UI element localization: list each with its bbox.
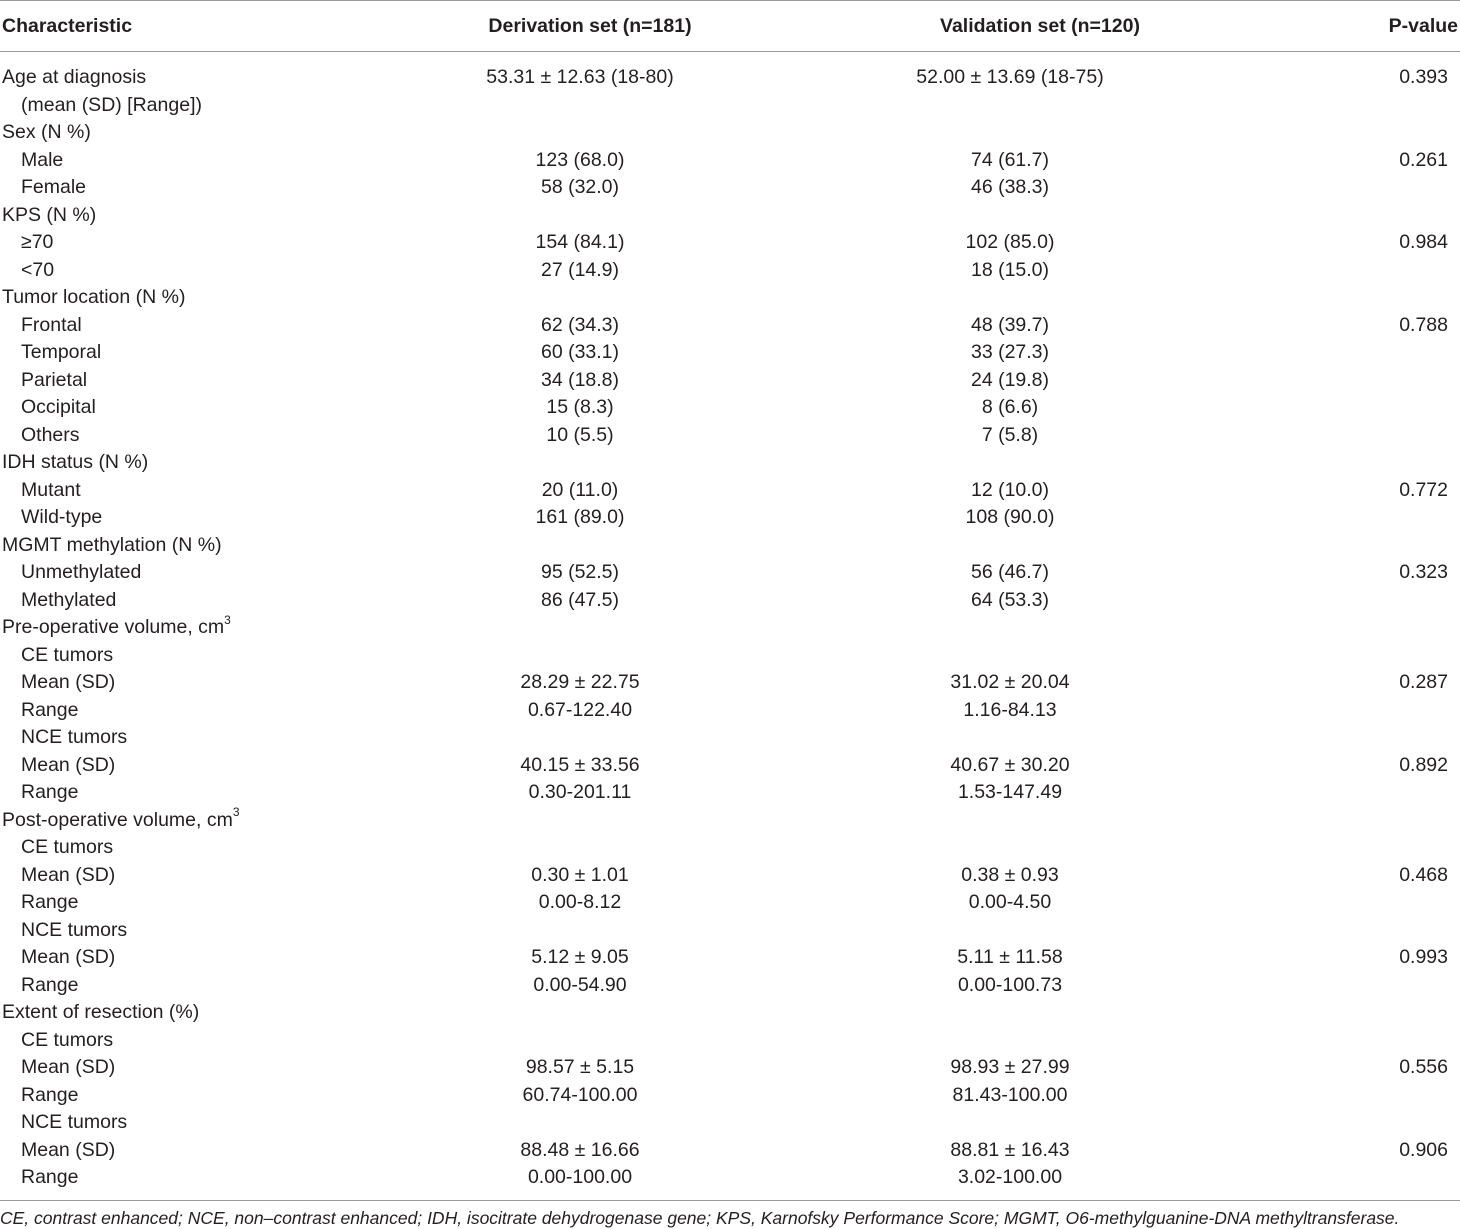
validation-value: [780, 724, 1300, 752]
derivation-value: 0.00-54.90: [533, 973, 627, 996]
validation-value: 52.00 ± 13.69 (18-75): [916, 66, 1104, 88]
derivation-value: [400, 807, 780, 835]
derivation-value: 0.30-201.11: [528, 781, 632, 803]
row-label-text: Others: [21, 423, 80, 446]
row-label-text: MGMT methylation (N %): [2, 533, 222, 556]
p-value: [1300, 972, 1460, 1000]
table-row: [0, 697, 1460, 725]
table-row: [0, 889, 1460, 917]
p-value: 0.261: [1399, 148, 1448, 171]
derivation-value: 86 (47.5): [540, 588, 620, 611]
row-label-text: IDH status (N %): [2, 451, 149, 473]
derivation-value: 161 (89.0): [535, 506, 625, 528]
derivation-value: [400, 119, 780, 147]
p-value: [1300, 999, 1460, 1027]
derivation-value: 40.15 ± 33.56: [520, 753, 640, 776]
p-value: [1300, 174, 1460, 202]
validation-value: 3.02-100.00: [957, 1166, 1063, 1188]
row-label-text: Mean (SD): [21, 671, 116, 693]
p-value: [1300, 807, 1460, 835]
table-row: [0, 917, 1460, 945]
p-value: [1300, 917, 1460, 945]
row-label: [0, 422, 400, 450]
table-row: [0, 532, 1460, 560]
row-label-text: Temporal: [21, 341, 102, 363]
row-label: [0, 724, 400, 752]
p-value: [1300, 394, 1460, 422]
validation-value: 108 (90.0): [965, 506, 1055, 528]
row-label-text: Mean (SD): [21, 1138, 116, 1161]
table-header: [0, 1, 1460, 52]
p-value: 0.468: [1399, 863, 1448, 886]
p-value: [1300, 422, 1460, 450]
row-label: [0, 1027, 400, 1055]
validation-value: [780, 119, 1300, 147]
table-row: [0, 779, 1460, 807]
table-row: [0, 669, 1460, 697]
derivation-value: [400, 92, 780, 120]
p-value: [1300, 449, 1460, 477]
validation-value: [780, 807, 1300, 835]
validation-value: 31.02 ± 20.04: [950, 671, 1070, 693]
row-label: [0, 999, 400, 1027]
row-label: [0, 339, 400, 367]
table-row: [0, 752, 1460, 780]
row-label: [0, 587, 400, 615]
derivation-value: 60.74-100.00: [522, 1083, 638, 1106]
row-label: [0, 889, 400, 917]
derivation-value: 0.00-8.12: [538, 891, 622, 913]
row-label-text: Frontal: [21, 313, 82, 336]
validation-value: [780, 614, 1300, 642]
p-value: [1300, 834, 1460, 862]
p-value: [1300, 1082, 1460, 1110]
table-row: [0, 284, 1460, 312]
p-value: 0.323: [1399, 561, 1448, 583]
validation-value: [780, 999, 1300, 1027]
row-label: [0, 917, 400, 945]
row-label: [0, 119, 400, 147]
p-value: 0.393: [1399, 66, 1448, 88]
table-row: [0, 504, 1460, 532]
table-row: [0, 1109, 1460, 1137]
validation-value: 7 (5.8): [981, 423, 1039, 446]
derivation-value: 154 (84.1): [535, 231, 625, 253]
row-label-text: Pre-operative volume, cm: [2, 616, 225, 638]
table-row: [0, 1082, 1460, 1110]
p-value: 0.788: [1399, 313, 1448, 336]
row-label: [0, 944, 400, 972]
derivation-value: [400, 999, 780, 1027]
derivation-value: 28.29 ± 22.75: [520, 671, 640, 693]
row-label: [0, 532, 400, 560]
p-value: [1300, 889, 1460, 917]
validation-value: 33 (27.3): [970, 341, 1050, 363]
table-row: [0, 147, 1460, 175]
row-label-text: CE tumors: [21, 1028, 114, 1051]
validation-value: 102 (85.0): [965, 231, 1055, 253]
row-label: [0, 862, 400, 890]
row-label-text: Sex (N %): [2, 121, 91, 143]
row-label-text: ≥70: [21, 231, 54, 253]
derivation-value: [400, 449, 780, 477]
header-p-value: P-value: [1300, 1, 1460, 52]
row-label-text: NCE tumors: [21, 726, 128, 748]
validation-value: [780, 642, 1300, 670]
p-value: 0.984: [1399, 231, 1448, 253]
row-label-text: Wild-type: [21, 506, 103, 528]
derivation-value: [400, 1109, 780, 1137]
row-label-text: CE tumors: [21, 643, 114, 666]
derivation-value: 60 (33.1): [540, 341, 620, 363]
derivation-value: [400, 724, 780, 752]
row-label-text: (mean (SD) [Range]): [21, 93, 202, 116]
row-label: [0, 669, 400, 697]
table-row: [0, 1027, 1460, 1055]
row-label: [0, 1164, 400, 1200]
p-value: [1300, 92, 1460, 120]
row-label-text: <70: [21, 258, 55, 281]
derivation-value: 34 (18.8): [540, 368, 620, 391]
table-row: [0, 367, 1460, 395]
row-label: [0, 174, 400, 202]
p-value: [1300, 587, 1460, 615]
row-label-text: Mean (SD): [21, 1056, 116, 1078]
row-label: [0, 284, 400, 312]
table-row: [0, 312, 1460, 340]
row-label-text: Mean (SD): [21, 863, 116, 886]
p-value: [1300, 1109, 1460, 1137]
derivation-value: 15 (8.3): [546, 396, 614, 418]
p-value: 0.556: [1399, 1056, 1448, 1078]
table-row: [0, 724, 1460, 752]
validation-value: [780, 284, 1300, 312]
p-value: [1300, 1027, 1460, 1055]
validation-value: 18 (15.0): [970, 258, 1050, 281]
table-row: [0, 394, 1460, 422]
table-row: [0, 862, 1460, 890]
row-label-text: Unmethylated: [21, 561, 142, 583]
validation-value: 0.38 ± 0.93: [961, 863, 1059, 886]
row-label: [0, 807, 400, 835]
row-label: [0, 449, 400, 477]
validation-value: [780, 92, 1300, 120]
p-value: 0.772: [1399, 478, 1448, 501]
derivation-value: 0.30 ± 1.01: [531, 863, 629, 886]
table-footnote: CE, contrast enhanced; NCE, non–contrast enhanced; IDH, isocitrate dehydrogenase gene; KPS, Karnofsky Performance Score; MGMT, O6-methylguanine-DNA methyltransferase.: [0, 1200, 1460, 1229]
derivation-value: 98.57 ± 5.15: [525, 1056, 635, 1078]
derivation-value: 95 (52.5): [540, 561, 620, 583]
row-label: [0, 1137, 400, 1165]
validation-value: 81.43-100.00: [952, 1083, 1068, 1106]
table-row: [0, 229, 1460, 257]
table-row: [0, 614, 1460, 642]
validation-value: 46 (38.3): [970, 176, 1050, 198]
p-value: 0.892: [1399, 753, 1448, 776]
table-row: [0, 202, 1460, 230]
row-label-text: Tumor location (N %): [2, 286, 186, 308]
validation-value: 40.67 ± 30.20: [950, 753, 1070, 776]
table-row: [0, 52, 1460, 92]
p-value: [1300, 779, 1460, 807]
derivation-value: 62 (34.3): [540, 313, 620, 336]
validation-value: 1.53-147.49: [957, 781, 1063, 803]
row-label-text: Age at diagnosis: [2, 66, 147, 88]
row-label: [0, 92, 400, 120]
derivation-value: 10 (5.5): [546, 423, 614, 446]
row-label: [0, 257, 400, 285]
derivation-value: [400, 1027, 780, 1055]
table-row: [0, 422, 1460, 450]
row-label-text: NCE tumors: [21, 918, 128, 941]
validation-value: [780, 917, 1300, 945]
p-value: [1300, 532, 1460, 560]
validation-value: 24 (19.8): [970, 368, 1050, 391]
table-row: [0, 834, 1460, 862]
derivation-value: [400, 284, 780, 312]
validation-value: [780, 532, 1300, 560]
row-label: [0, 52, 400, 92]
superscript: 3: [232, 805, 240, 819]
derivation-value: [400, 834, 780, 862]
validation-value: 8 (6.6): [981, 396, 1039, 418]
row-label-text: NCE tumors: [21, 1111, 128, 1133]
p-value: [1300, 202, 1460, 230]
row-label-text: Occipital: [21, 396, 96, 418]
table-row: [0, 119, 1460, 147]
superscript: 3: [224, 612, 231, 627]
row-label: [0, 752, 400, 780]
row-label: [0, 229, 400, 257]
table-row: [0, 1054, 1460, 1082]
derivation-value: 53.31 ± 12.63 (18-80): [486, 66, 674, 88]
derivation-value: 20 (11.0): [541, 478, 619, 501]
validation-value: 5.11 ± 11.58: [957, 946, 1063, 968]
validation-value: 1.16-84.13: [963, 698, 1057, 721]
table-row: [0, 642, 1460, 670]
validation-value: 98.93 ± 27.99: [950, 1056, 1070, 1078]
row-label: [0, 312, 400, 340]
row-label-text: Methylated: [21, 588, 117, 611]
table-row: [0, 807, 1460, 835]
row-label-text: Range: [21, 1166, 79, 1188]
p-value: [1300, 367, 1460, 395]
table-row: [0, 999, 1460, 1027]
row-label: [0, 559, 400, 587]
derivation-value: [400, 642, 780, 670]
p-value: 0.906: [1399, 1138, 1448, 1161]
row-label-text: Mean (SD): [21, 946, 116, 968]
validation-value: 12 (10.0): [970, 478, 1050, 501]
derivation-value: 58 (32.0): [540, 176, 620, 198]
row-label-text: Mutant: [21, 478, 81, 501]
derivation-value: [400, 532, 780, 560]
p-value: [1300, 697, 1460, 725]
row-label-text: Parietal: [21, 368, 88, 391]
row-label-text: KPS (N %): [2, 203, 97, 226]
p-value: 0.287: [1399, 671, 1448, 693]
row-label-text: Range: [21, 698, 79, 721]
row-label-text: Male: [21, 148, 64, 171]
row-label: [0, 477, 400, 505]
table-row: [0, 972, 1460, 1000]
p-value: [1300, 504, 1460, 532]
table-row: [0, 559, 1460, 587]
validation-value: [780, 1109, 1300, 1137]
table-row: [0, 477, 1460, 505]
row-label: [0, 1082, 400, 1110]
validation-value: 48 (39.7): [970, 313, 1050, 336]
p-value: [1300, 339, 1460, 367]
validation-value: [780, 202, 1300, 230]
derivation-value: 5.12 ± 9.05: [531, 946, 629, 968]
derivation-value: [400, 917, 780, 945]
derivation-value: 0.67-122.40: [527, 698, 633, 721]
row-label: [0, 367, 400, 395]
derivation-value: 0.00-100.00: [527, 1166, 633, 1188]
row-label: [0, 972, 400, 1000]
p-value: [1300, 724, 1460, 752]
row-label: [0, 1109, 400, 1137]
row-label: [0, 394, 400, 422]
table-row: [0, 1164, 1460, 1200]
p-value: [1300, 257, 1460, 285]
derivation-value: [400, 202, 780, 230]
row-label: [0, 614, 400, 642]
validation-value: 56 (46.7): [970, 561, 1050, 583]
row-label: [0, 1054, 400, 1082]
header-validation-set: Validation set (n=120): [780, 1, 1300, 52]
row-label: [0, 504, 400, 532]
row-label-text: Extent of resection (%): [2, 1001, 200, 1023]
table-body: [0, 52, 1460, 1200]
header-characteristic: Characteristic: [0, 1, 400, 52]
validation-value: 0.00-100.73: [957, 973, 1063, 996]
derivation-value: 27 (14.9): [540, 258, 620, 281]
derivation-value: 88.48 ± 16.66: [520, 1138, 640, 1161]
table-row: [0, 944, 1460, 972]
row-label: [0, 147, 400, 175]
row-label: [0, 642, 400, 670]
table-row: [0, 257, 1460, 285]
validation-value: [780, 1027, 1300, 1055]
p-value: [1300, 642, 1460, 670]
header-row: [0, 1, 1460, 52]
row-label: [0, 202, 400, 230]
row-label-text: Range: [21, 781, 79, 803]
table-row: [0, 174, 1460, 202]
validation-value: 74 (61.7): [970, 148, 1050, 171]
validation-value: 88.81 ± 16.43: [950, 1138, 1070, 1161]
row-label: [0, 834, 400, 862]
table-row: [0, 587, 1460, 615]
validation-value: 64 (53.3): [970, 588, 1050, 611]
validation-value: [780, 834, 1300, 862]
validation-value: 0.00-4.50: [968, 891, 1052, 913]
row-label-text: Mean (SD): [21, 753, 116, 776]
table-row: [0, 92, 1460, 120]
p-value: [1300, 284, 1460, 312]
row-label-text: Female: [21, 176, 87, 198]
p-value: 0.993: [1399, 946, 1448, 968]
row-label-text: Range: [21, 1083, 79, 1106]
p-value: [1300, 1164, 1460, 1200]
p-value: [1300, 614, 1460, 642]
table-row: [0, 449, 1460, 477]
row-label-text: Post-operative volume, cm: [2, 808, 233, 831]
row-label-text: Range: [21, 973, 79, 996]
derivation-value: [400, 614, 780, 642]
row-label: [0, 779, 400, 807]
p-value: [1300, 119, 1460, 147]
row-label: [0, 697, 400, 725]
validation-value: [780, 449, 1300, 477]
header-derivation-set: Derivation set (n=181): [400, 1, 780, 52]
row-label-text: CE tumors: [21, 836, 114, 858]
table-row: [0, 1137, 1460, 1165]
row-label-text: Range: [21, 891, 79, 913]
table-row: [0, 339, 1460, 367]
derivation-value: 123 (68.0): [535, 148, 625, 171]
